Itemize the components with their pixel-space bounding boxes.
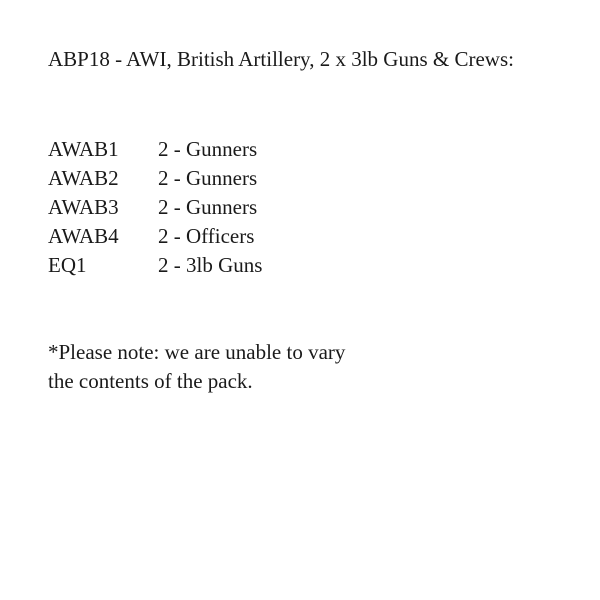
- note-line: *Please note: we are unable to vary: [48, 340, 346, 364]
- item-code: AWAB4: [48, 224, 119, 248]
- item-description: 2 - Gunners: [158, 166, 258, 190]
- pack-contents-list: [48, 135, 262, 280]
- list-item: [48, 193, 262, 222]
- item-code: EQ1: [48, 253, 87, 277]
- note-line: the contents of the pack.: [48, 369, 253, 393]
- item-description: 2 - 3lb Guns: [158, 253, 263, 277]
- list-item: [48, 222, 262, 251]
- item-description: 2 - Gunners: [158, 137, 258, 161]
- item-description: 2 - Officers: [158, 224, 255, 248]
- item-description: 2 - Gunners: [158, 195, 258, 219]
- item-code: AWAB2: [48, 166, 119, 190]
- item-code: AWAB3: [48, 195, 119, 219]
- pack-title: ABP18 - AWI, British Artillery, 2 x 3lb Guns & Crews:: [48, 47, 514, 71]
- list-item: [48, 164, 262, 193]
- item-code: AWAB1: [48, 137, 119, 161]
- list-item: [48, 135, 262, 164]
- pack-note: [48, 338, 468, 396]
- list-item: [48, 251, 262, 280]
